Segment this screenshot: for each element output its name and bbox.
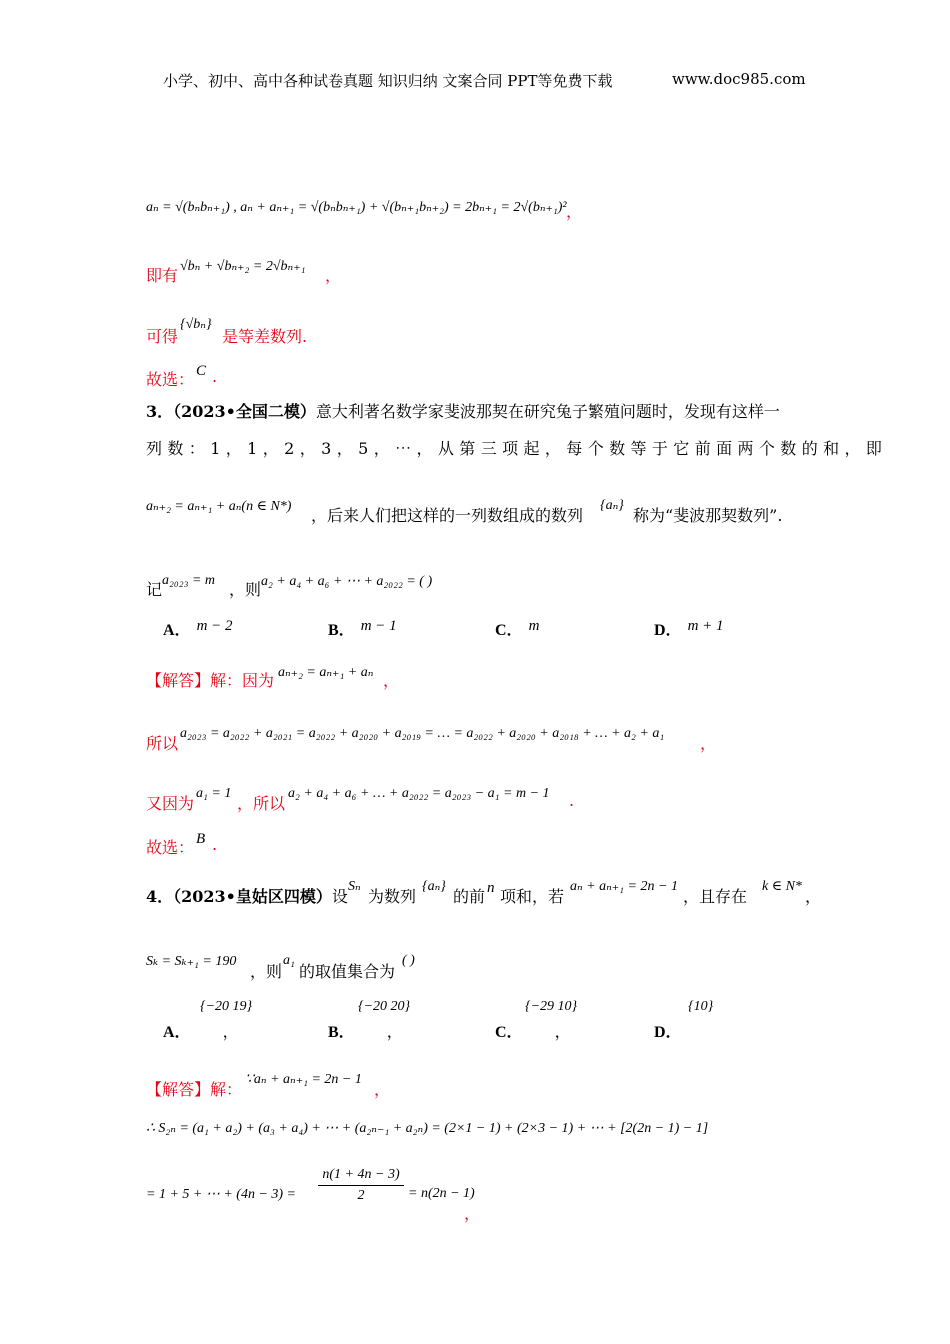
formula-inline: a₂ + a₄ + a₆ + ⋯ + a₂₀₂₂ = ( ) [261, 574, 433, 589]
answer-letter: C [196, 363, 207, 379]
option-label: C． [495, 622, 523, 639]
text-prefix: 又因为 [146, 794, 195, 813]
punctuation: ， [464, 1204, 481, 1223]
option-label: A． [163, 622, 191, 639]
solution-tag: 【解答】解： [146, 671, 243, 690]
punctuation: ， [554, 1022, 571, 1041]
question-text: ，且存在 [683, 887, 748, 906]
text-prefix: 因为 [242, 671, 275, 690]
question-text: 的前 [453, 887, 486, 906]
formula-inline: {aₙ} [600, 498, 624, 513]
option-b[interactable] [328, 617, 397, 640]
option-a[interactable] [163, 617, 233, 640]
formula-inline: √bₙ + √bₙ₊₂ = 2√bₙ₊₁ [180, 259, 306, 274]
punctuation: . [569, 791, 575, 810]
punctuation: ， [383, 671, 400, 690]
formula-inline: ( ) [402, 953, 415, 968]
formula-inline: a₂ + a₄ + a₆ + … + a₂₀₂₂ = a₂₀₂₃ − a₁ = m − 1 [288, 786, 550, 801]
option-label: C． [495, 1024, 515, 1041]
option-value: {−20 20} [358, 999, 411, 1014]
option-value: m − 1 [360, 618, 397, 634]
answer-prefix: 故选： [146, 838, 195, 857]
option-value: {−20 19} [200, 999, 253, 1014]
formula-inline: aₙ₊₂ = aₙ₊₁ + aₙ(n ∈ N*) [146, 499, 292, 514]
question-number [146, 399, 780, 422]
question-source: （2023•全国二模） [173, 402, 316, 421]
text-mid: ，所以 [237, 794, 286, 813]
option-value: {10} [688, 999, 714, 1014]
formula-inline: a₂₀₂₃ = m [162, 573, 216, 588]
header-website[interactable]: www.doc985.com [672, 70, 806, 88]
formula-inline: ∵aₙ + aₙ₊₁ = 2n − 1 [245, 1072, 362, 1087]
option-value: m [528, 618, 540, 634]
option-label: B． [328, 622, 355, 639]
answer-letter: B [196, 831, 206, 847]
fraction [318, 1167, 404, 1204]
formula-line: aₙ = √(bₙbₙ₊₁) , aₙ + aₙ₊₁ = √(bₙbₙ₊₁) + √(bₙ₊₁bₙ₊₂) = 2bₙ₊₁ = 2√(bₙ₊₁)² [146, 200, 567, 215]
option-label: A． [163, 1024, 183, 1041]
formula-line: ∴ S₂ₙ = (a₁ + a₂) + (a₃ + a₄) + ⋯ + (a₂ₙ₋₁ + a₂ₙ) = (2×1 − 1) + (2×3 − 1) + ⋯ + [2(2n − 1) − 1] [146, 1121, 709, 1136]
formula-inline: a₁ [283, 953, 295, 968]
question-text: 意大利著名数学家斐波那契在研究兔子繁殖问题时，发现有这样一 [315, 402, 780, 421]
punctuation: ， [325, 266, 342, 285]
fraction-denominator: 2 [357, 1188, 365, 1203]
option-d[interactable] [654, 617, 724, 640]
formula-inline: n [487, 880, 495, 896]
formula-part: = n(2n − 1) [408, 1186, 475, 1201]
option-value: m − 2 [196, 618, 233, 634]
punctuation: ， [566, 202, 583, 221]
text-prefix: 即有 [146, 266, 179, 285]
text-prefix: 可得 [146, 327, 179, 346]
option-value: {−29 10} [525, 999, 578, 1014]
formula-inline: {√bₙ} [180, 317, 212, 332]
formula-inline: k ∈ N* [762, 879, 802, 894]
formula-inline: aₙ + aₙ₊₁ = 2n − 1 [570, 879, 678, 894]
question-text: 的取值集合为 [299, 962, 396, 981]
question-source: （2023•皇姑区四模） [173, 887, 332, 906]
question-text: 设 [331, 887, 348, 906]
formula-inline: a₁ = 1 [196, 786, 232, 801]
question-text: ，则 [250, 962, 283, 981]
formula-inline: Sₖ = Sₖ₊₁ = 190 [146, 954, 237, 969]
option-label: D． [654, 1024, 682, 1041]
header-left-text: 小学、初中、高中各种试卷真题 知识归纳 文案合同 PPT等免费下载 [163, 72, 613, 90]
question-number-label: 3． [146, 402, 174, 421]
question-text: ，后来人们把这样的一列数组成的数列 [311, 506, 584, 525]
fraction-bar [318, 1185, 404, 1186]
punctuation: ， [386, 1022, 403, 1041]
solution-tag: 【解答】解： [146, 1080, 243, 1099]
option-value: m + 1 [687, 618, 724, 634]
question-text-line: 列数：1，1，2，3，5，⋯，从第三项起，每个数等于它前面两个数的和，即 [146, 439, 888, 458]
formula-inline: aₙ₊₂ = aₙ₊₁ + aₙ [278, 665, 374, 680]
question-number-label: 4． [146, 887, 174, 906]
option-label: D． [654, 622, 682, 639]
solution-line [146, 668, 274, 691]
text-conclusion: 是等差数列. [222, 327, 308, 346]
punctuation: . [212, 367, 218, 386]
punctuation: . [212, 835, 218, 854]
punctuation: ， [222, 1022, 239, 1041]
answer-prefix: 故选： [146, 370, 195, 389]
formula-line: a₂₀₂₃ = a₂₀₂₂ + a₂₀₂₁ = a₂₀₂₂ + a₂₀₂₀ + a₂₀₁₉ = … = a₂₀₂₂ + a₂₀₂₀ + a₂₀₁₈ + … + a₂ + a₁ [180, 726, 665, 741]
fraction-numerator: n(1 + 4n − 3) [322, 1167, 400, 1182]
text-prefix: 所以 [146, 734, 179, 753]
punctuation: ， [805, 887, 822, 906]
punctuation: ， [374, 1080, 391, 1099]
option-c[interactable] [495, 617, 539, 640]
formula-inline: {aₙ} [422, 879, 446, 894]
option-label: B． [328, 1024, 347, 1041]
formula-inline: Sₙ [348, 879, 361, 894]
question-text: 称为“斐波那契数列”. [633, 506, 783, 525]
punctuation: ， [700, 734, 717, 753]
question-text: ，则 [229, 580, 262, 599]
question-text: 项和，若 [500, 887, 565, 906]
question-text-line [146, 884, 348, 907]
question-text: 为数列 [368, 887, 417, 906]
question-text: 记 [146, 580, 163, 599]
formula-part: = 1 + 5 + ⋯ + (4n − 3) = [146, 1187, 297, 1202]
